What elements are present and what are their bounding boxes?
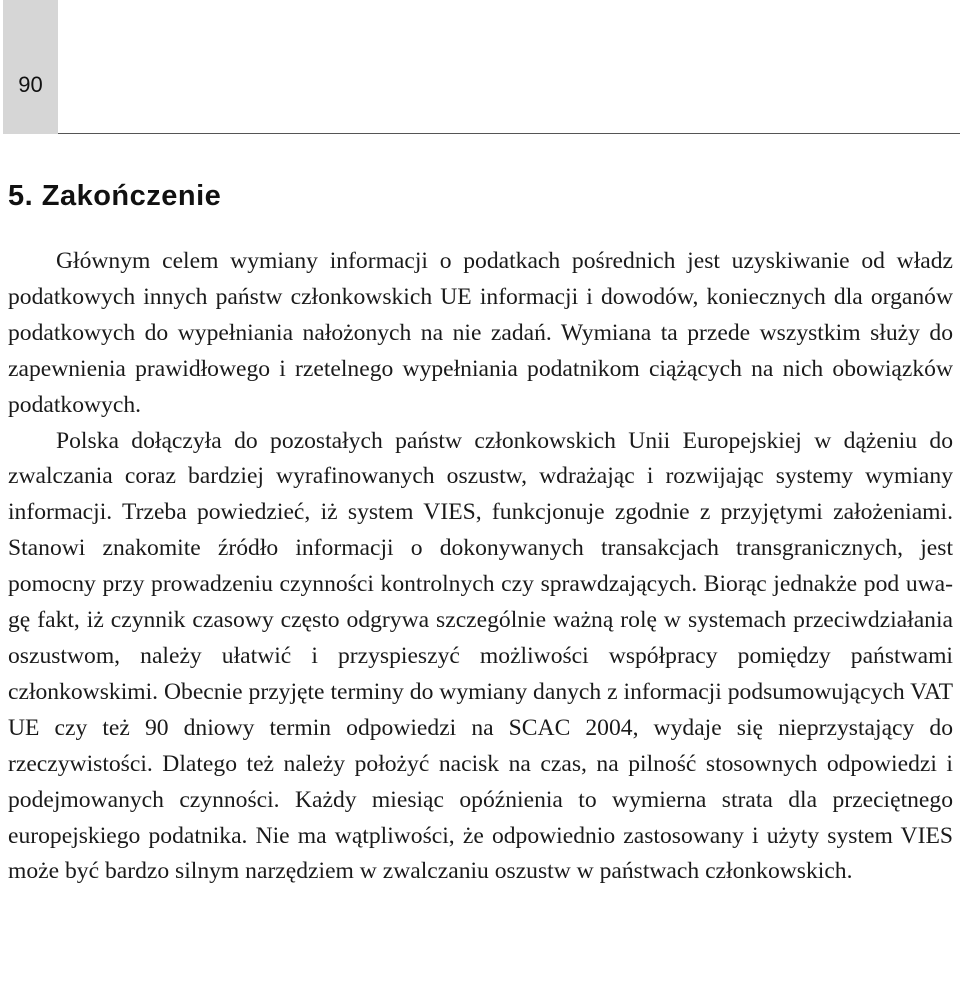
page-number: 90 (18, 72, 43, 97)
paragraph-1: Głównym celem wymiany informacji o podatkach pośrednich jest uzyskiwanie od władz podatkowych innych państw członkowskich UE informacji i dowodów, koniecznych dla organów podatkowych do wypełniania nałożonych na nie zadań. Wymiana ta przede wszystkim służy do zapewnienia prawidłowego i rzetelnego wypełniania podatnikom ciążących na nich obowiązków podatkowych. (8, 248, 953, 418)
body-text (8, 244, 953, 890)
section-heading: 5. Zakończenie (8, 180, 222, 212)
page-number-tab (3, 0, 58, 134)
paragraph-2: Polska dołączyła do pozostałych państw członkowskich Unii Europejskiej w dążeniu do zwalczania coraz bardziej wyrafinowanych oszustw, wdrażając i rozwijając systemy wymiany informacji. Trzeba powiedzieć, iż system VIES, funkcjonuje zgodnie z przyjętymi założeniami. Stanowi znakomite źródło informacji o dokonywanych transakcjach transgranicznych, jest pomocny przy prowadzeniu czynności kontrolnych czy sprawdzających. Biorąc jednakże pod uwagę fakt, iż czynnik czasowy często odgrywa szczególnie ważną rolę w systemach przeciwdziałania oszustwom, należy ułatwić i przyspieszyć możliwości współpracy pomiędzy państwami członkowskimi. Obecnie przyjęte terminy do wymiany danych z informacji podsumowujących VAT UE czy też 90 dniowy termin odpowiedzi na SCAC 2004, wydaje się nieprzystający do rzeczywistości. Dlatego też należy położyć nacisk na czas, na pilność stosownych odpowiedzi i podejmowanych czynności. Każdy miesiąc opóźnienia to wymierna strata dla przeciętnego europejskiego podatnika. Nie ma wątpliwości, że odpowiednio zastosowany i użyty system VIES może być bardzo silnym narzędziem w zwalczaniu oszustw w państwach członkowskich. (8, 427, 953, 885)
header-rule (58, 133, 960, 134)
